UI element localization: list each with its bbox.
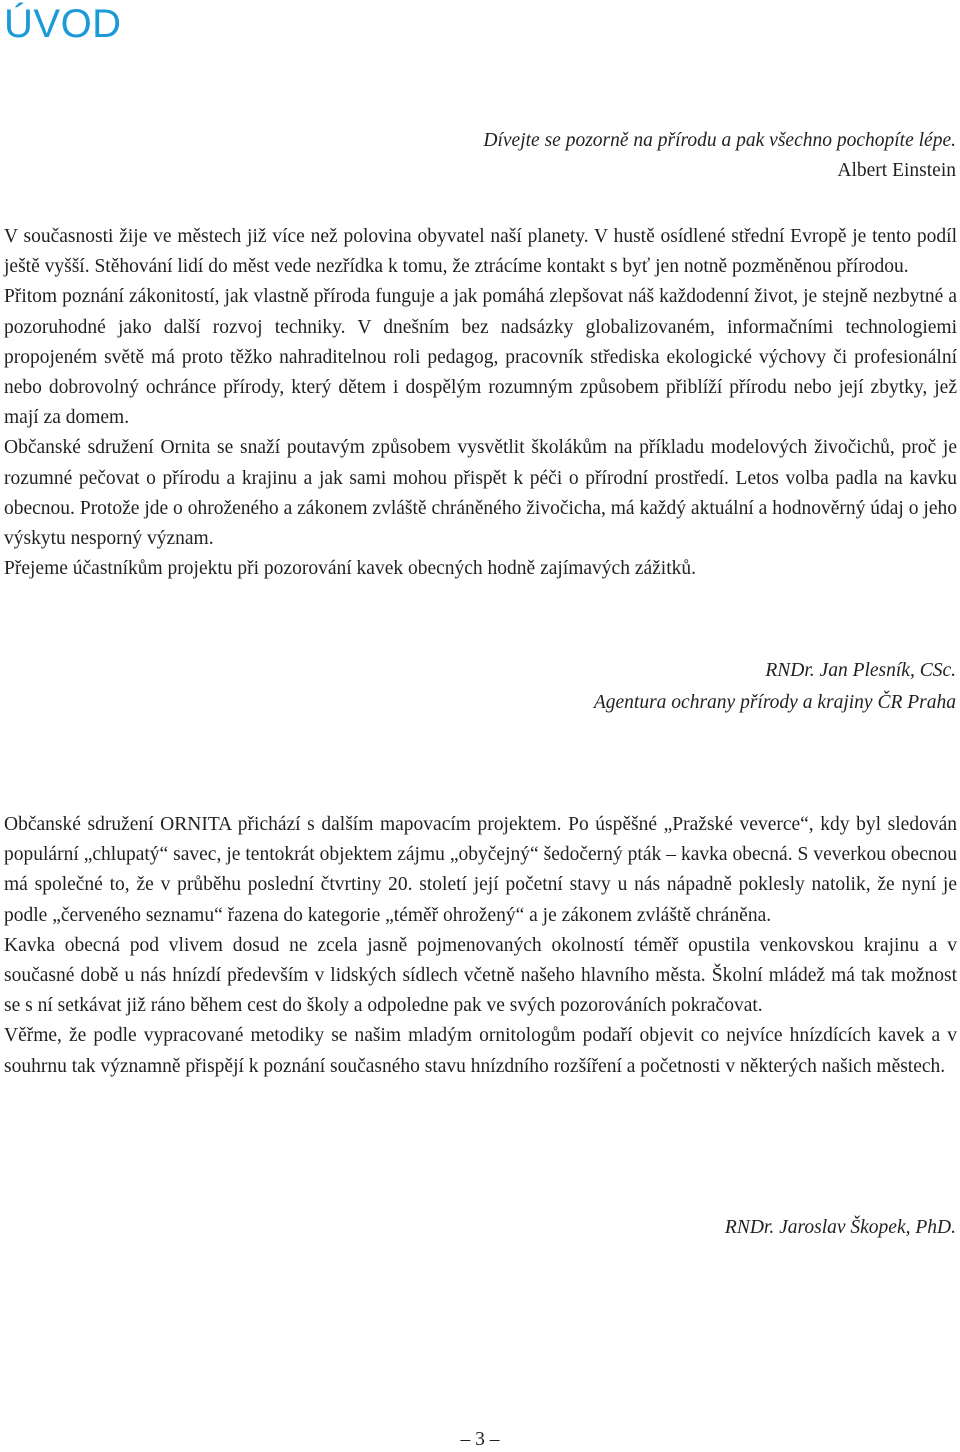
page-title: ÚVOD — [4, 2, 122, 46]
signature-name: RNDr. Jaroslav Škopek, PhD. — [724, 1217, 956, 1238]
signature-skopek — [725, 1212, 956, 1244]
paragraph: Občanské sdružení ORNITA přichází s dalším mapovacím projektem. Po úspěšné „Pražské veverce“, kdy byl sledován populární „chlupatý“ savec, je tentokrát objektem zájmu „obyčejný“ šedočerný pták – kavka obecná. S veverkou obecnou má společné to, že v průběhu poslední čtvrtiny 20. století její početní stavy u nás nápadně poklesly natolik, že nyní je podle „červeného seznamu“ řazena do kategorie „téměř ohrožený“ a je zákonem zvláště chráněna. — [4, 814, 957, 926]
quote-author: Albert Einstein — [837, 160, 956, 181]
paragraph: V současnosti žije ve městech již více než polovina obyvatel naší planety. V hustě osídlené střední Evropě je tento podíl ještě vyšší. Stěhování lidí do měst vede nezřídka k tomu, že ztrácíme kontakt s byť jen notně pozměněnou přírodou. — [4, 226, 957, 278]
epigraph — [483, 126, 956, 186]
paragraph: Věřme, že podle vypracované metodiky se našim mladým ornitologům podaří objevit co nejvíce hnízdících kavek a v souhrnu tak významně přispějí k poznání současného stavu hnízdního rozšíření a početnosti v některých našich městech. — [4, 1025, 957, 1077]
project-section — [4, 810, 957, 1082]
signature-name: RNDr. Jan Plesník, CSc. — [765, 660, 956, 681]
intro-section — [4, 222, 957, 584]
paragraph: Přitom poznání zákonitostí, jak vlastně příroda funguje a jak pomáhá zlepšovat náš každodenní život, je stejně nezbytné a pozoruhodné jako další rozvoj techniky. V dnešním bez nadsázky globalizovaném, informačními technologiemi propojeném světě má proto těžko nahraditelnou roli pedagog, pracovník střediska ekologické výchovy či profesionální nebo dobrovolný ochránce přírody, který dětem i dospělým rozumným způsobem přiblíží přírodu nebo její zbytky, jež mají za domem. — [4, 286, 957, 429]
signature-plesnik — [594, 655, 956, 719]
page-number: – 3 – — [460, 1429, 500, 1450]
paragraph: Přejeme účastníkům projektu při pozorování kavek obecných hodně zajímavých zážitků. — [4, 558, 697, 580]
quote-text: Dívejte se pozorně na přírodu a pak všechno pochopíte lépe. — [483, 130, 956, 151]
paragraph: Kavka obecná pod vlivem dosud ne zcela jasně pojmenovaných okolností téměř opustila venkovskou krajinu a v současné době u nás hnízdí především v lidských sídlech včetně našeho hlavního města. Školní mládež má tak možnost se s ní setkávat již ráno během cest do školy a odpoledne pak ve svých pozorováních pokračovat. — [4, 934, 957, 1017]
signature-organization: Agentura ochrany přírody a krajiny ČR Praha — [593, 692, 956, 713]
paragraph: Občanské sdružení Ornita se snaží poutavým způsobem vysvětlit školákům na příkladu modelových živočichů, proč je rozumné pečovat o přírodu a krajinu a jak sami mohou přispět k péči o přírodní prostředí. Letos volba padla na kavku obecnou. Protože jde o ohroženého a zákonem zvláště chráněného živočicha, má každý aktuální a hodnověrný údaj o jeho výskytu nesporný význam. — [4, 437, 957, 550]
